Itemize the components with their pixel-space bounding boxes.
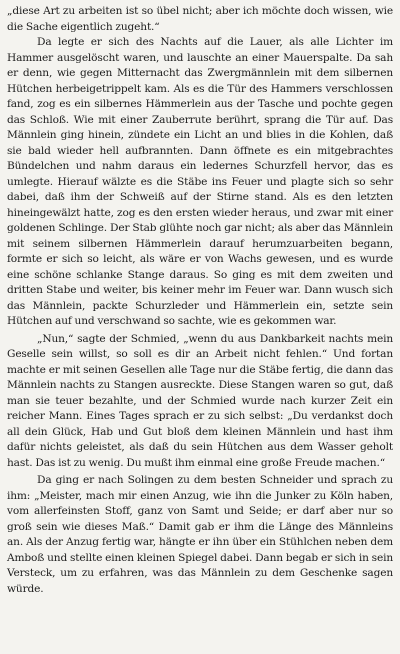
paragraph-tailor: Da ging er nach Solingen zu dem besten Schneider und sprach zu ihm: „Meister, mach mir einen Anzug, wie ihn die Junker zu Köln haben, vom allerfeinsten Stoff, ganz von Samt und Seide; er darf aber nur so groß sein wie dieses Maß.“ Damit gab er ihm die Länge des Männleins an. Als der Anzug fertig war, hängte er ihn über ein Stühlchen neben dem Amboß und stellte einen kleinen Spiegel dabei. Dann begab er sich in sein Versteck, um zu erfahren, was das Männlein zu dem Geschenke sagen würde.	[7, 474, 393, 595]
paragraph-continuation: „diese Art zu arbeiten ist so übel nicht; aber ich möchte doch wissen, wie die Sache eigentlich zugeht.“	[7, 5, 393, 33]
paragraph-night-watch: Da legte er sich des Nachts auf die Lauer, als alle Lichter im Hammer ausgelöscht waren, und lauschte an einer Mauerspalte. Da sah er denn, wie gegen Mitternacht das Zwergmännlein mit dem silbernen Hütchen herbeigetrippelt kam. Als es die Tür des Hammers verschlossen fand, zog es ein silbernes Hämmerlein aus der Tasche und pochte gegen das Schloß. Wie mit einer Zauberrute berührt, sprang die Tür auf. Das Männlein ging hinein, zündete ein Licht an und blies in die Kohlen, daß sie bald wieder hell aufbrannten. Dann öffnete es ein mitgebrachtes Bündelchen und nahm daraus ein ledernes Schurzfell hervor, das es umlegte. Hierauf wälzte es die Stäbe ins Feuer und plagte sich so sehr dabei, daß ihm der Schweiß auf der Stirne stand. Als es den letzten hineingewälzt hatte, zog es den ersten wieder heraus, und zwar mit einer goldenen Schlinge. Der Stab glühte noch gar nicht; als aber das Männlein mit seinem silbernen Hämmerlein darauf herumzuarbeiten begann, formte er sich so leicht, als wäre er von Wachs gewesen, und es wurde eine schöne schlanke Stange daraus. So ging es mit dem zweiten und dritten Stabe und weiter, bis keiner mehr im Feuer war. Dann wusch sich das Männlein, packte Schurzleder und Hämmerlein ein, setzte sein Hütchen auf und verschwand so sachte, wie es gekommen war.	[7, 36, 393, 327]
paragraph-smith-speech: „Nun,“ sagte der Schmied, „wenn du aus Dankbarkeit nachts mein Geselle sein willst, so soll es dir an Arbeit nicht fehlen.“ Und fortan machte er mit seinen Gesellen alle Tage nur die Stäbe fertig, die dann das Männlein nachts zu Stangen ausreckte. Diese Stangen waren so gut, daß man sie teuer bezahlte, und der Schmied wurde nach kurzer Zeit ein reicher Mann. Eines Tages sprach er zu sich selbst: „Du verdankst doch all dein Glück, Hab und Gut bloß dem kleinen Männlein und hast ihm dafür nichts geleistet, als daß du sein Hütchen aus dem Wasser geholt hast. Das ist zu wenig. Du mußt ihm einmal eine große Freude machen.“	[7, 332, 393, 469]
